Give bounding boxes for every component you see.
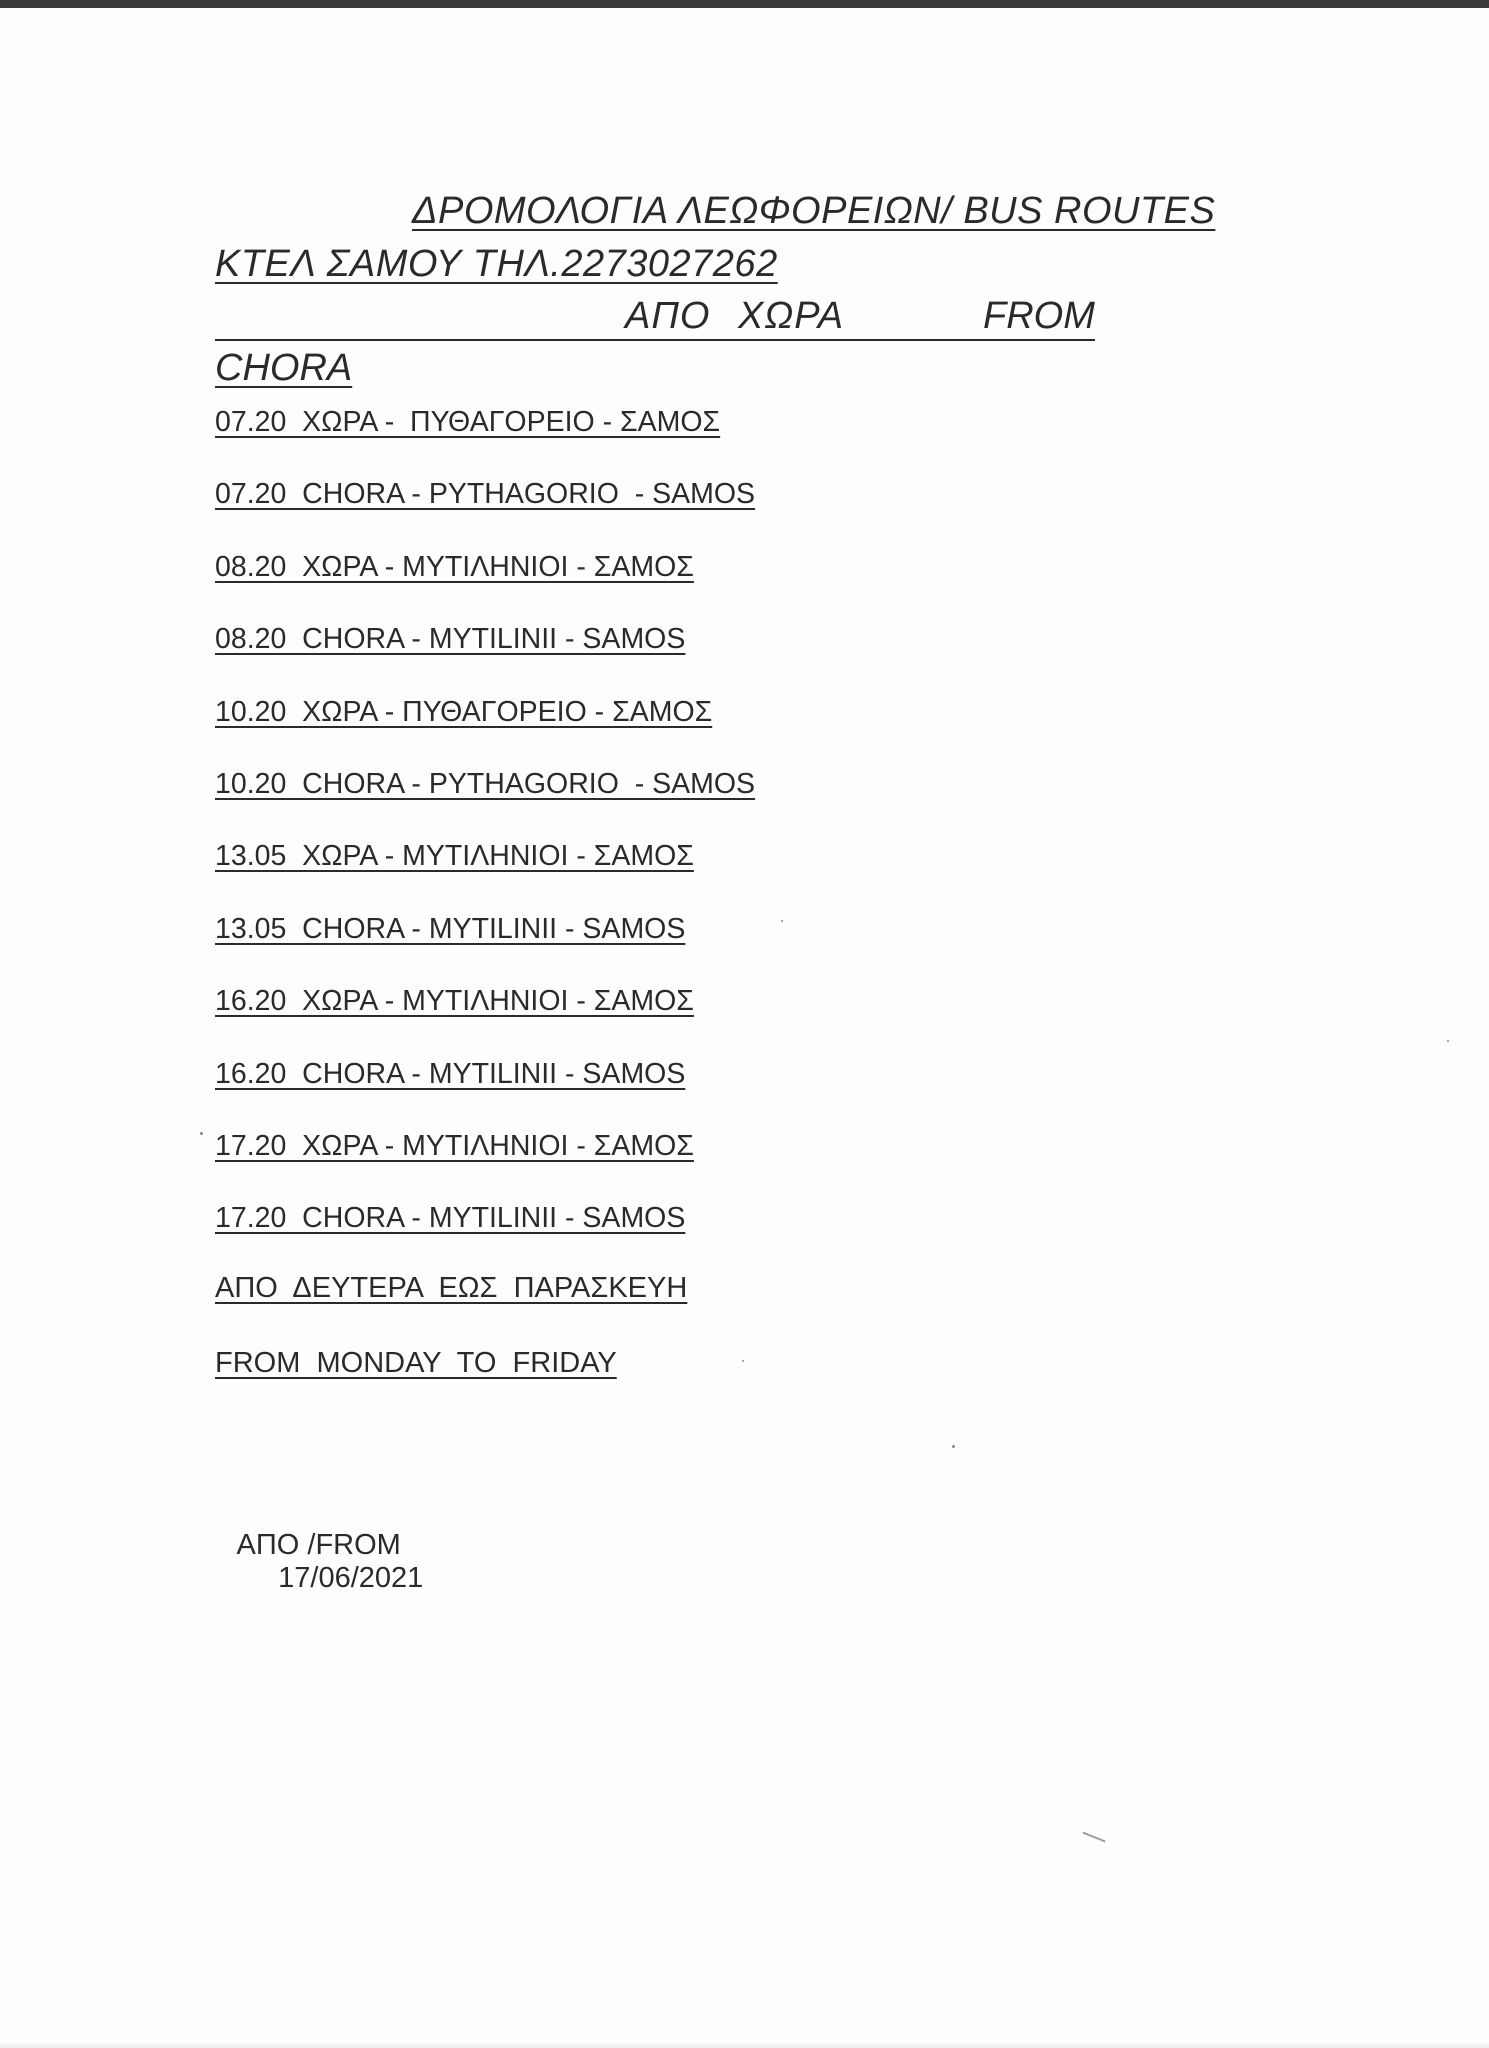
route-item: 08.20 ΧΩΡΑ - ΜΥΤΙΛΗΝΙΟΙ - ΣΑΜΟΣ: [215, 550, 694, 583]
route-item: 13.05 ΧΩΡΑ - ΜΥΤΙΛΗΝΙΟΙ - ΣΑΜΟΣ: [215, 840, 694, 873]
service-days-english: FROM MONDAY TO FRIDAY: [215, 1347, 617, 1379]
scan-speck: [742, 1360, 744, 1362]
scan-edge: [0, 2042, 1489, 2048]
route-item: 07.20 ΧΩΡΑ - ΠΥΘΑΓΟΡΕΙΟ - ΣΑΜΟΣ: [215, 406, 721, 438]
route-item: 10.20 ΧΩΡΑ - ΠΥΘΑΓΟΡΕΙΟ - ΣΑΜΟΣ: [215, 695, 713, 728]
scan-mark: [1082, 1832, 1105, 1843]
route-item: 17.20 CHORA - MYTILINII - SAMOS: [215, 1202, 686, 1235]
scan-speck: [781, 920, 783, 922]
effective-from: [222, 1496, 423, 1595]
from-english: FROM: [983, 295, 1095, 337]
route-item: 13.05 CHORA - MYTILINII - SAMOS: [215, 912, 686, 945]
scan-speck: [1447, 1040, 1449, 1042]
scan-speck: [952, 1445, 955, 1448]
route-list: [215, 402, 755, 1271]
route-item: 16.20 CHORA - MYTILINII - SAMOS: [215, 1057, 686, 1090]
origin-chora-english: CHORA: [215, 347, 353, 389]
from-chora-heading: [215, 295, 1095, 345]
service-days-greek: ΑΠΟ ΔΕΥΤΕΡΑ ΕΩΣ ΠΑΡΑΣΚΕΥΗ: [215, 1272, 688, 1304]
scan-speck: [200, 1132, 203, 1135]
route-item: 16.20 ΧΩΡΑ - ΜΥΤΙΛΗΝΙΟΙ - ΣΑΜΟΣ: [215, 985, 694, 1018]
effective-label: ΑΠΟ /FROM: [236, 1529, 401, 1561]
operator-phone-line: ΚΤΕΛ ΣΑΜΟΥ ΤΗΛ.2273027262: [215, 243, 778, 285]
effective-date: 17/06/2021: [278, 1562, 424, 1594]
route-item: 07.20 CHORA - PYTHAGORIO - SAMOS: [215, 478, 756, 511]
route-item: 17.20 ΧΩΡΑ - ΜΥΤΙΛΗΝΙΟΙ - ΣΑΜΟΣ: [215, 1129, 694, 1162]
from-chora-greek: ΑΠΟ ΧΩΡΑ: [625, 295, 845, 337]
page-title: ΔΡΟΜΟΛΟΓΙΑ ΛΕΩΦΟΡΕΙΩΝ/ BUS ROUTES: [412, 190, 1216, 232]
route-item: 10.20 CHORA - PYTHAGORIO - SAMOS: [215, 767, 756, 800]
scan-edge: [0, 0, 1489, 8]
route-item: 08.20 CHORA - MYTILINII - SAMOS: [215, 623, 686, 656]
heading-rule: [215, 339, 1095, 341]
